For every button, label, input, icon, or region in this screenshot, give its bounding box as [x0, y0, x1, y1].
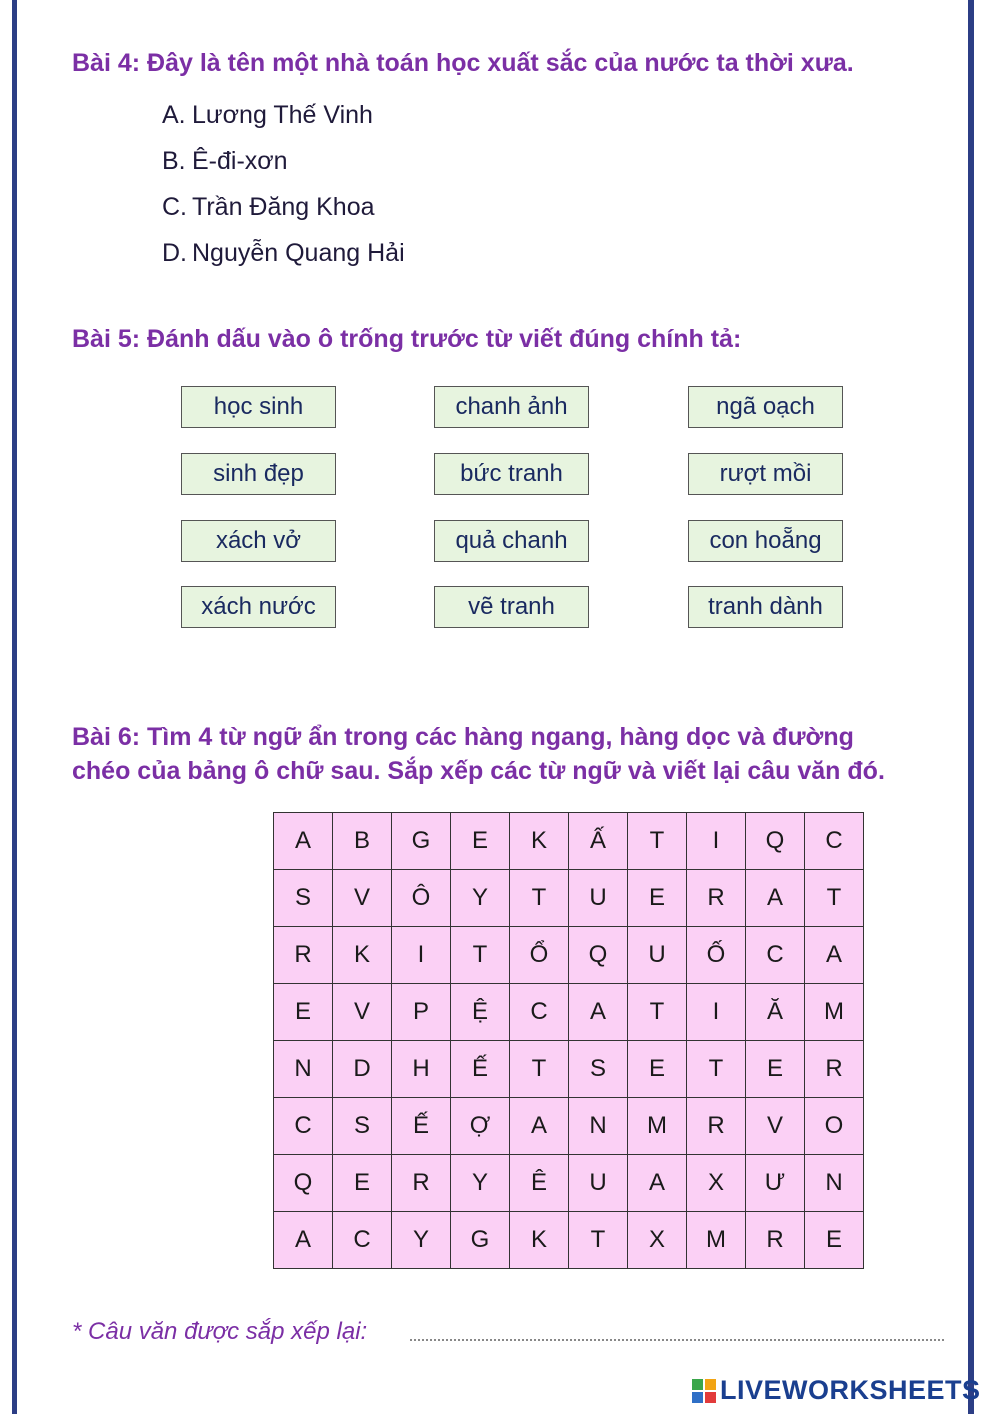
grid-cell[interactable]: A [628, 1155, 687, 1212]
grid-cell[interactable]: G [392, 813, 451, 870]
grid-cell[interactable]: Ư [746, 1155, 805, 1212]
option-d[interactable]: D. Nguyễn Quang Hải [162, 239, 405, 267]
word-box[interactable]: bức tranh [434, 453, 589, 495]
grid-cell[interactable]: A [569, 984, 628, 1041]
grid-row [274, 1041, 864, 1098]
letter-grid [273, 812, 864, 1269]
grid-cell[interactable]: N [274, 1041, 333, 1098]
grid-cell[interactable]: D [333, 1041, 392, 1098]
bai6-heading-line1: Bài 6: Tìm 4 từ ngữ ẩn trong các hàng ngang, hàng dọc và đường [72, 723, 854, 751]
grid-cell[interactable]: T [510, 1041, 569, 1098]
word-box[interactable]: xách vở [181, 520, 336, 562]
grid-cell[interactable]: S [274, 870, 333, 927]
grid-cell[interactable]: E [746, 1041, 805, 1098]
grid-cell[interactable]: T [687, 1041, 746, 1098]
grid-cell[interactable]: G [451, 1212, 510, 1269]
grid-cell[interactable]: Y [392, 1212, 451, 1269]
word-box[interactable]: con hoẵng [688, 520, 843, 562]
grid-cell[interactable]: Ố [687, 927, 746, 984]
word-box[interactable]: quả chanh [434, 520, 589, 562]
grid-row [274, 927, 864, 984]
grid-cell[interactable]: K [333, 927, 392, 984]
grid-cell[interactable]: U [569, 1155, 628, 1212]
grid-cell[interactable]: V [333, 870, 392, 927]
word-box[interactable]: tranh dành [688, 586, 843, 628]
logo-text: LIVEWORKSHEETS [720, 1375, 981, 1405]
grid-cell[interactable]: I [687, 984, 746, 1041]
grid-cell[interactable]: R [274, 927, 333, 984]
grid-row [274, 1155, 864, 1212]
grid-cell[interactable]: Ế [451, 1041, 510, 1098]
grid-cell[interactable]: Y [451, 1155, 510, 1212]
grid-cell[interactable]: I [687, 813, 746, 870]
word-box[interactable]: xách nước [181, 586, 336, 628]
bai5-heading: Bài 5: Đánh dấu vào ô trống trước từ viết đúng chính tả: [72, 325, 742, 353]
word-box[interactable]: học sinh [181, 386, 336, 428]
grid-cell[interactable]: C [274, 1098, 333, 1155]
grid-cell[interactable]: A [510, 1098, 569, 1155]
grid-cell[interactable]: E [333, 1155, 392, 1212]
grid-cell[interactable]: R [746, 1212, 805, 1269]
page-border-left [12, 0, 17, 1414]
grid-cell[interactable]: N [569, 1098, 628, 1155]
grid-cell[interactable]: Ợ [451, 1098, 510, 1155]
grid-cell[interactable]: Ă [746, 984, 805, 1041]
grid-cell[interactable]: C [805, 813, 864, 870]
answer-label: * Câu văn được sắp xếp lại: [72, 1318, 368, 1345]
grid-cell[interactable]: Ổ [510, 927, 569, 984]
grid-cell[interactable]: S [569, 1041, 628, 1098]
bai4-options [162, 96, 405, 280]
grid-cell[interactable]: U [569, 870, 628, 927]
grid-cell[interactable]: I [392, 927, 451, 984]
grid-cell[interactable]: X [687, 1155, 746, 1212]
grid-row [274, 984, 864, 1041]
grid-cell[interactable]: Q [274, 1155, 333, 1212]
bai6-heading-line2: chéo của bảng ô chữ sau. Sắp xếp các từ ngữ và viết lại câu văn đó. [72, 757, 885, 785]
grid-cell[interactable]: Q [746, 813, 805, 870]
grid-row [274, 1212, 864, 1269]
grid-cell[interactable]: S [333, 1098, 392, 1155]
grid-cell[interactable]: B [333, 813, 392, 870]
grid-cell[interactable]: E [628, 1041, 687, 1098]
grid-cell[interactable]: E [628, 870, 687, 927]
grid-cell[interactable]: Ấ [569, 813, 628, 870]
answer-line[interactable] [410, 1339, 944, 1341]
grid-cell[interactable]: T [569, 1212, 628, 1269]
grid-cell[interactable]: K [510, 813, 569, 870]
grid-cell[interactable]: Ô [392, 870, 451, 927]
grid-cell[interactable]: E [805, 1212, 864, 1269]
word-box[interactable]: rượt mồi [688, 453, 843, 495]
word-box[interactable]: chanh ảnh [434, 386, 589, 428]
liveworksheets-logo-icon [692, 1379, 716, 1403]
grid-cell[interactable]: Ê [510, 1155, 569, 1212]
grid-cell[interactable]: R [687, 870, 746, 927]
word-box[interactable]: vẽ tranh [434, 586, 589, 628]
grid-cell[interactable]: V [746, 1098, 805, 1155]
grid-cell[interactable]: A [274, 813, 333, 870]
grid-row [274, 1098, 864, 1155]
grid-cell[interactable]: T [451, 927, 510, 984]
grid-cell[interactable]: M [805, 984, 864, 1041]
grid-cell[interactable]: H [392, 1041, 451, 1098]
word-box[interactable]: sinh đẹp [181, 453, 336, 495]
grid-cell[interactable]: O [805, 1098, 864, 1155]
grid-cell[interactable]: T [510, 870, 569, 927]
grid-cell[interactable]: A [805, 927, 864, 984]
grid-cell[interactable]: Q [569, 927, 628, 984]
grid-cell[interactable]: E [451, 813, 510, 870]
grid-cell[interactable]: Ệ [451, 984, 510, 1041]
grid-cell[interactable]: E [274, 984, 333, 1041]
grid-cell[interactable]: X [628, 1212, 687, 1269]
grid-cell[interactable]: T [628, 813, 687, 870]
grid-cell[interactable]: A [746, 870, 805, 927]
option-b[interactable]: B. Ê-đi-xơn [162, 147, 288, 175]
option-a[interactable]: A. Lương Thế Vinh [162, 101, 373, 129]
grid-cell[interactable]: U [628, 927, 687, 984]
grid-cell[interactable]: T [805, 870, 864, 927]
grid-cell[interactable]: R [687, 1098, 746, 1155]
grid-cell[interactable]: P [392, 984, 451, 1041]
grid-cell[interactable]: M [628, 1098, 687, 1155]
grid-cell[interactable]: C [333, 1212, 392, 1269]
liveworksheets-logo [692, 1375, 981, 1406]
grid-cell[interactable]: R [805, 1041, 864, 1098]
grid-cell[interactable]: N [805, 1155, 864, 1212]
grid-cell[interactable]: K [510, 1212, 569, 1269]
page-border-right [968, 0, 974, 1414]
option-c[interactable]: C. Trần Đăng Khoa [162, 193, 375, 221]
grid-cell[interactable]: M [687, 1212, 746, 1269]
grid-cell[interactable]: C [746, 927, 805, 984]
bai4-heading: Bài 4: Đây là tên một nhà toán học xuất sắc của nước ta thời xưa. [72, 49, 854, 77]
grid-cell[interactable]: V [333, 984, 392, 1041]
grid-cell[interactable]: R [392, 1155, 451, 1212]
grid-cell[interactable]: Y [451, 870, 510, 927]
grid-row [274, 870, 864, 927]
grid-cell[interactable]: Ế [392, 1098, 451, 1155]
grid-row [274, 813, 864, 870]
word-box[interactable]: ngã oạch [688, 386, 843, 428]
grid-cell[interactable]: C [510, 984, 569, 1041]
grid-cell[interactable]: T [628, 984, 687, 1041]
grid-cell[interactable]: A [274, 1212, 333, 1269]
